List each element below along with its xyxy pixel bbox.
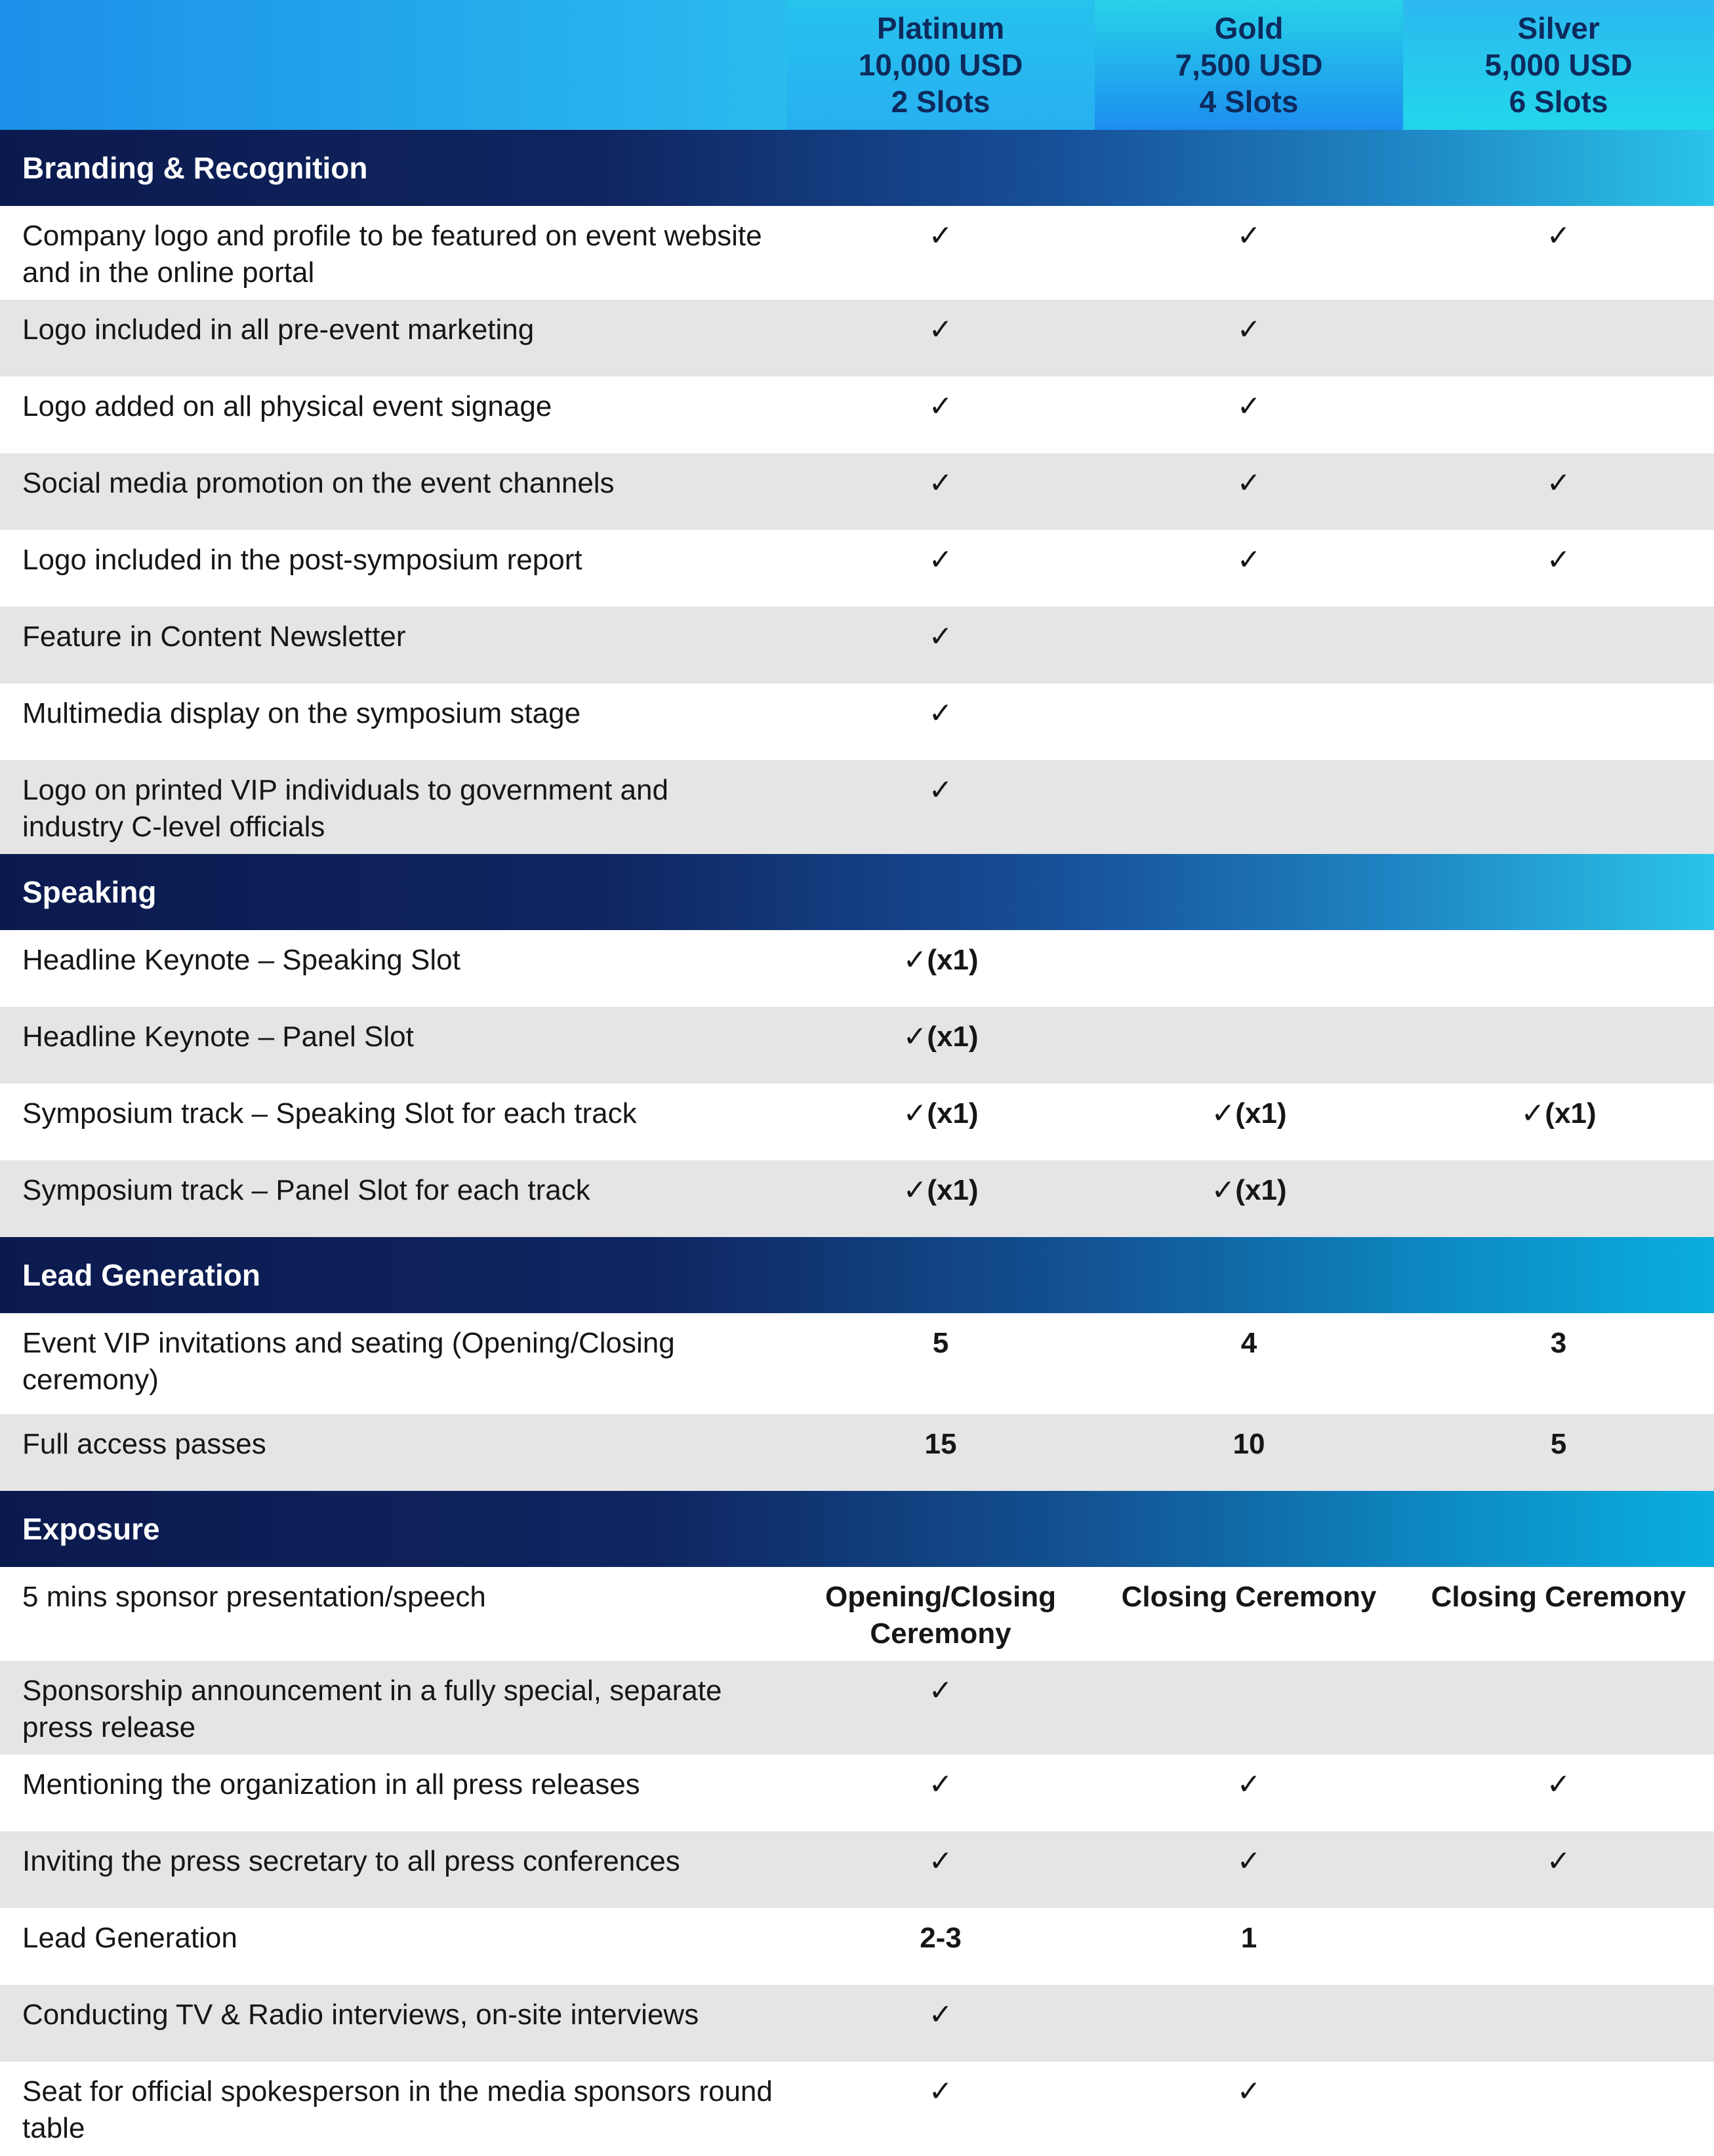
gold-value: ✓ — [1236, 390, 1261, 422]
platinum-value: 5 — [932, 1327, 949, 1359]
section-header-branding: Branding & Recognition — [0, 130, 1714, 206]
table-row — [0, 206, 1714, 300]
feature-label: Logo included in the post-symposium report — [22, 544, 582, 576]
silver-value: ✓ — [1546, 1768, 1571, 1800]
gold-value: ✓ — [1236, 544, 1261, 576]
tier-price: 5,000 USD — [1484, 48, 1633, 82]
section-header-exposure: Exposure — [0, 1491, 1714, 1567]
platinum-value: ✓ — [928, 1768, 953, 1800]
table-row — [0, 1661, 1714, 1755]
platinum-value: ✓ — [928, 390, 953, 422]
table-row — [0, 376, 1714, 453]
feature-label: Logo on printed VIP individuals to government and industry C-level officials — [22, 774, 668, 843]
tier-name: Silver — [1517, 11, 1600, 45]
table-row — [0, 1755, 1714, 1831]
feature-label: Symposium track – Speaking Slot for each track — [22, 1097, 637, 1129]
platinum-value: ✓(x1) — [903, 1174, 979, 1206]
platinum-value: ✓ — [928, 2075, 953, 2107]
tier-slots: 4 Slots — [1199, 85, 1299, 119]
platinum-value: 15 — [924, 1428, 957, 1460]
table-row — [0, 1084, 1714, 1160]
platinum-value: ✓ — [928, 467, 953, 499]
platinum-value: 2-3 — [920, 1922, 962, 1954]
tier-price: 7,500 USD — [1175, 48, 1323, 82]
silver-value: ✓ — [1546, 220, 1571, 252]
feature-label: Headline Keynote – Speaking Slot — [22, 944, 460, 976]
platinum-value: ✓ — [928, 1845, 953, 1877]
platinum-value: ✓ — [928, 1999, 953, 2031]
platinum-value: ✓ — [928, 620, 953, 653]
section-header-speaking: Speaking — [0, 854, 1714, 930]
silver-value: 5 — [1550, 1428, 1567, 1460]
gold-value: 1 — [1240, 1922, 1257, 1954]
table-row — [0, 453, 1714, 530]
feature-label: Company logo and profile to be featured on event website and in the online portal — [22, 220, 762, 289]
platinum-value: ✓ — [928, 544, 953, 576]
tier-slots: 6 Slots — [1509, 85, 1608, 119]
tier-price: 10,000 USD — [858, 48, 1023, 82]
gold-value: ✓ — [1236, 220, 1261, 252]
tier-name: Gold — [1214, 11, 1284, 45]
silver-value: Closing Ceremony — [1431, 1581, 1686, 1613]
table-row — [0, 1985, 1714, 2062]
gold-value: ✓(x1) — [1211, 1097, 1287, 1129]
gold-value: 4 — [1240, 1327, 1257, 1359]
table-row — [0, 930, 1714, 1007]
gold-value: ✓(x1) — [1211, 1174, 1287, 1206]
silver-value: ✓(x1) — [1520, 1097, 1597, 1129]
table-row — [0, 1414, 1714, 1491]
feature-label: Inviting the press secretary to all press conferences — [22, 1845, 680, 1877]
platinum-value: ✓ — [928, 1675, 953, 1707]
gold-value: ✓ — [1236, 1768, 1261, 1800]
gold-value: 10 — [1233, 1428, 1265, 1460]
silver-value: ✓ — [1546, 1845, 1571, 1877]
tier-slots: 2 Slots — [891, 85, 990, 119]
gold-value: ✓ — [1236, 1845, 1261, 1877]
feature-label: Headline Keynote – Panel Slot — [22, 1021, 414, 1053]
table-row — [0, 1007, 1714, 1084]
table-row — [0, 1313, 1714, 1414]
table-row — [0, 300, 1714, 376]
feature-label: Seat for official spokesperson in the media sponsors round table — [22, 2075, 773, 2144]
gold-value: Closing Ceremony — [1121, 1581, 1377, 1613]
table-row — [0, 2062, 1714, 2156]
platinum-value: ✓ — [928, 697, 953, 729]
silver-value: 3 — [1550, 1327, 1567, 1359]
feature-label: Social media promotion on the event channels — [22, 467, 615, 499]
tier-platinum — [786, 0, 1095, 130]
feature-label: Sponsorship announcement in a fully special, separate press release — [22, 1675, 722, 1743]
platinum-value: ✓ — [928, 220, 953, 252]
tier-gold — [1095, 0, 1403, 130]
section-header-lead-generation: Lead Generation — [0, 1237, 1714, 1313]
feature-label: Conducting TV & Radio interviews, on-site interviews — [22, 1999, 699, 2031]
platinum-value: ✓(x1) — [903, 1021, 979, 1053]
table-row — [0, 683, 1714, 760]
table-row — [0, 607, 1714, 683]
table-row — [0, 1908, 1714, 1985]
platinum-value: ✓(x1) — [903, 944, 979, 976]
silver-value: ✓ — [1546, 467, 1571, 499]
feature-label: Event VIP invitations and seating (Opening/Closing ceremony) — [22, 1327, 675, 1396]
platinum-value: ✓ — [928, 314, 953, 346]
feature-label: 5 mins sponsor presentation/speech — [22, 1581, 486, 1613]
platinum-value: Opening/Closing Ceremony — [825, 1581, 1056, 1650]
tier-header — [0, 0, 1714, 130]
feature-label: Lead Generation — [22, 1922, 237, 1954]
feature-label: Logo added on all physical event signage — [22, 390, 552, 422]
platinum-value: ✓ — [928, 774, 953, 806]
gold-value: ✓ — [1236, 2075, 1261, 2107]
table-row — [0, 1831, 1714, 1908]
table-row — [0, 760, 1714, 854]
tier-silver — [1403, 0, 1714, 130]
gold-value: ✓ — [1236, 314, 1261, 346]
feature-label: Symposium track – Panel Slot for each track — [22, 1174, 590, 1206]
silver-value: ✓ — [1546, 544, 1571, 576]
feature-label: Mentioning the organization in all press releases — [22, 1768, 640, 1800]
table-row — [0, 530, 1714, 607]
table-row — [0, 1567, 1714, 1661]
feature-label: Multimedia display on the symposium stage — [22, 697, 581, 729]
platinum-value: ✓(x1) — [903, 1097, 979, 1129]
tier-name: Platinum — [876, 11, 1005, 45]
feature-label: Feature in Content Newsletter — [22, 620, 406, 653]
feature-label: Full access passes — [22, 1428, 266, 1460]
gold-value: ✓ — [1236, 467, 1261, 499]
table-row — [0, 1160, 1714, 1237]
feature-label: Logo included in all pre-event marketing — [22, 314, 535, 346]
